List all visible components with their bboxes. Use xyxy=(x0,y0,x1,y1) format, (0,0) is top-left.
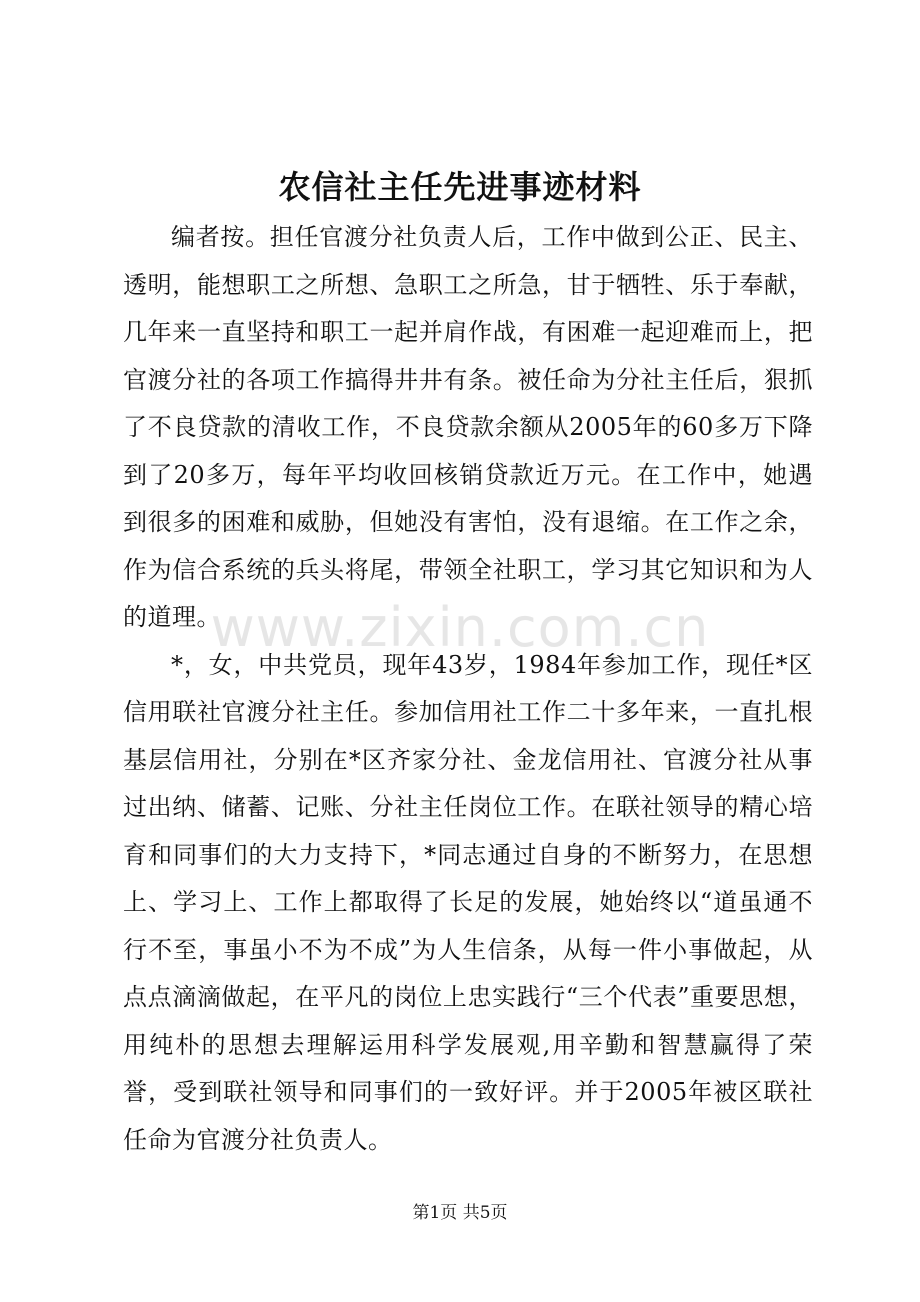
paragraph-editor-note: 编者按。担任官渡分社负责人后，工作中做到公正、民主、透明，能想职工之所想、急职工之所急，甘于牺牲、乐于奉献，几年来一直坚持和职工一起并肩作战，有困难一起迎难而上，把官渡分社的各项工作搞得井井有条。被任命为分社主任后，狠抓了不良贷款的清收工作，不良贷款余额从2005年的60多万下降到了20多万，每年平均收回核销贷款近万元。在工作中，她遇到很多的困难和威胁，但她没有害怕，没有退缩。在工作之余，作为信合系统的兵头将尾，带领全社职工，学习其它知识和为人的道理。 xyxy=(123,223,813,631)
page-number: 第1页 共5页 xyxy=(412,1203,508,1223)
paragraph-profile: *，女，中共党员，现年43岁，1984年参加工作，现任*区信用联社官渡分社主任。参加信用社工作二十多年来，一直扎根基层信用社，分别在*区齐家分社、金龙信用社、官渡分社从事过出纳、储蓄、记账、分社主任岗位工作。在联社领导的精心培育和同事们的大力支持下，*同志通过自身的不断努力，在思想上、学习上、工作上都取得了长足的发展，她始终以“道虽通不行不至，事虽小不为不成”为人生信条，从每一件小事做起，从点点滴滴做起，在平凡的岗位上忠实践行“三个代表”重要思想，用纯朴的思想去理解运用科学发展观,用辛勤和智慧赢得了荣誉，受到联社领导和同事们的一致好评。并于2005年被区联社任命为官渡分社负责人。 xyxy=(123,650,813,1154)
document-body xyxy=(123,214,813,1164)
watermark: www.zixin.com.cn xyxy=(210,596,710,659)
document-title: 农信社主任先进事迹材料 xyxy=(278,168,642,206)
